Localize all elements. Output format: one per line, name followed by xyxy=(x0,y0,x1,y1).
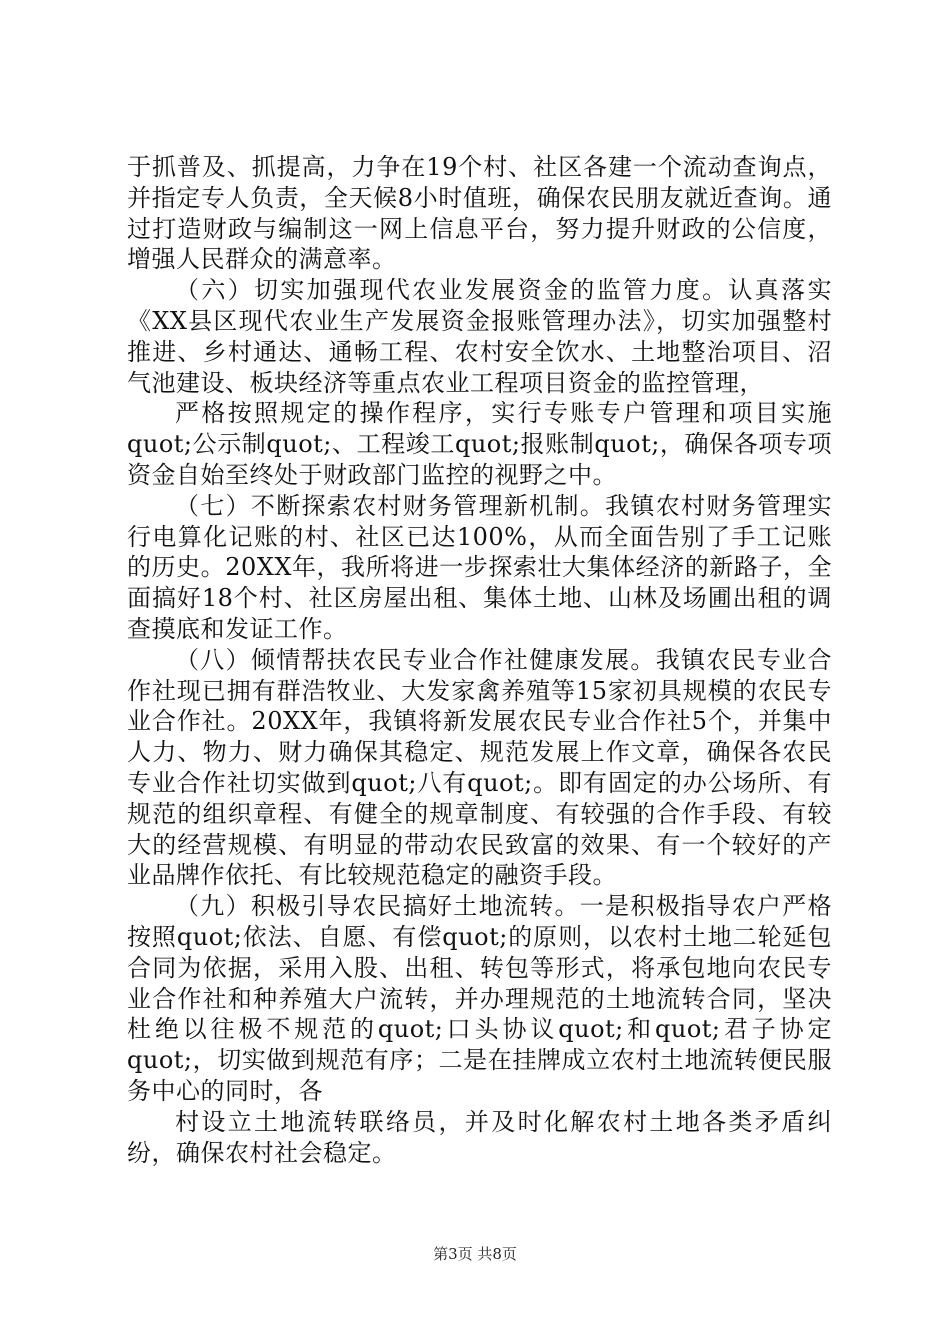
paragraph-continuation: 于抓普及、抓提高，力争在19个村、社区各建一个流动查询点，并指定专人负责，全天候8小时值班，确保农民朋友就近查询。通过打造财政与编制这一网上信息平台，努力提升财政的公信度，增强人民群众的满意率。 xyxy=(127,153,832,274)
paragraph-section-7: （七）不断探索农村财务管理新机制。我镇农村财务管理实行电算化记账的村、社区已达100%，从而全面告别了手工记账的历史。20XX年，我所将进一步探索壮大集体经济的新路子，全面搞好18个村、社区房屋出租、集体土地、山林及场圃出租的调查摸底和发证工作。 xyxy=(127,491,832,643)
page-number-footer: 第3页 共8页 xyxy=(433,1245,517,1263)
paragraph-section-6: （六）切实加强现代农业发展资金的监管力度。认真落实《XX县区现代农业生产发展资金报账管理办法》，切实加强整村推进、乡村通达、通畅工程、农村安全饮水、土地整治项目、沼气池建设、板块经济等重点农业工程项目资金的监控管理， xyxy=(127,276,832,397)
paragraph-section-8: （八）倾情帮扶农民专业合作社健康发展。我镇农民专业合作社现已拥有群浩牧业、大发家禽养殖等15家初具规模的农民专业合作社。20XX年，我镇将新发展农民专业合作社5个，并集中人力、物力、财力确保其稳定、规范发展上作文章，确保各农民专业合作社切实做到quot;八有quot;。即有固定的办公场所、有规范的组织章程、有健全的规章制度、有较强的合作手段、有较大的经营规模、有明显的带动农民致富的效果、有一个较好的产业品牌作依托、有比较规范稳定的融资手段。 xyxy=(127,645,832,890)
document-body xyxy=(127,152,832,1168)
paragraph-section-6-continued: 严格按照规定的操作程序，实行专账专户管理和项目实施quot;公示制quot;、工程竣工quot;报账制quot;，确保各项专项资金自始至终处于财政部门监控的视野之中。 xyxy=(127,399,832,489)
paragraph-section-9-continued: 村设立土地流转联络员，并及时化解农村土地各类矛盾纠纷，确保农村社会稳定。 xyxy=(127,1107,832,1167)
paragraph-section-9: （九）积极引导农民搞好土地流转。一是积极指导农户严格按照quot;依法、自愿、有偿quot;的原则，以农村土地二轮延包合同为依据，采用入股、出租、转包等形式，将承包地向农民专业合作社和种养殖大户流转，并办理规范的土地流转合同，坚决杜绝以往极不规范的quot;口头协议quot;和quot;君子协定quot;，切实做到规范有序；二是在挂牌成立农村土地流转便民服务中心的同时，各 xyxy=(127,892,832,1105)
